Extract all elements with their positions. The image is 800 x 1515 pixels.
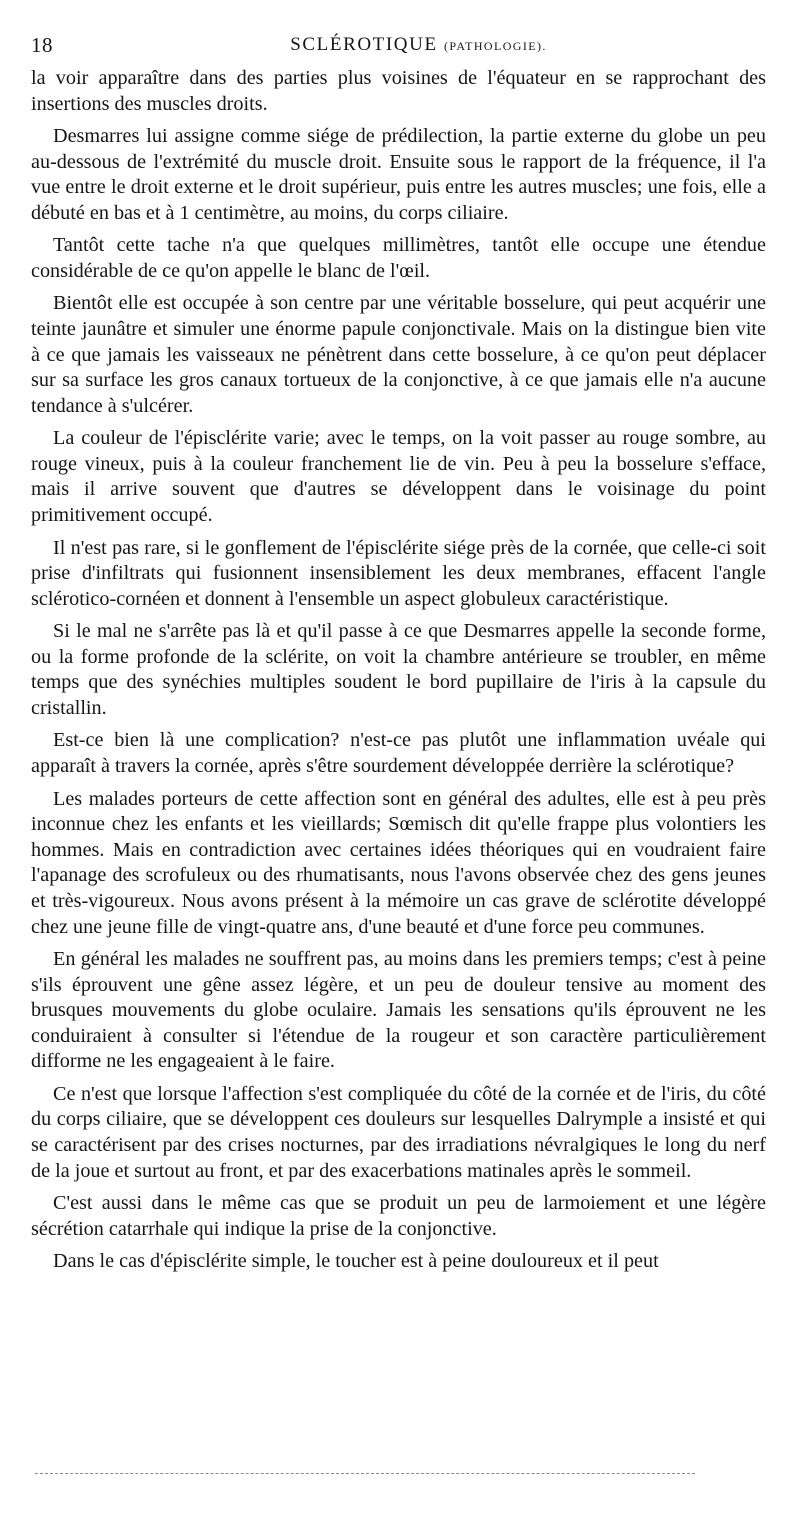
chapter-subtitle: (PATHOLOGIE). [444, 39, 547, 53]
page-number: 18 [31, 33, 53, 57]
running-head [31, 30, 766, 60]
paragraph: Si le mal ne s'arrête pas là et qu'il passe à ce que Desmarres appelle la seconde forme, ou la forme profonde de la sclérite, on voit la chambre antérieure se troubler, en même temps que des synéchies multiples soudent le bord pupillaire de l'iris à la capsule du cristallin. [31, 620, 766, 719]
body-text [31, 66, 766, 1282]
paragraph: La couleur de l'épisclérite varie; avec le temps, on la voit passer au rouge sombre, au rouge vineux, puis à la couleur franchement lie de vin. Peu à peu la bosselure s'efface, mais il arrive souvent que d'autres se développent dans le voisinage du point primitivement occupé. [31, 427, 766, 527]
footer-dashed-rule [35, 1473, 695, 1474]
paragraph: Bientôt elle est occupée à son centre par une véritable bosselure, qui peut acquérir une teinte jaunâtre et simuler une énorme papule conjonctivale. Mais on la distingue bien vite à ce que jamais les vaisseaux ne pénètrent dans cette bosselure, à ce qu'on peut déplacer sur sa surface les gros canaux tortueux de la conjonctive, à ce que jamais elle n'a aucune tendance à s'ulcérer. [31, 292, 766, 417]
running-title [31, 30, 766, 61]
paragraph: En général les malades ne souffrent pas, au moins dans les premiers temps; c'est à peine s'ils éprouvent une gêne assez légère, et un peu de douleur tensive au moment des brusques mouvements du globe oculaire. Jamais les sensations qu'ils éprouvent ne les conduiraient à consulter si l'étendue de la rougeur et son caractère particulièrement difforme ne les engageaient à le faire. [31, 948, 766, 1073]
paragraph-last: Dans le cas d'épisclérite simple, le toucher est à peine douloureux et il peut [53, 1250, 659, 1273]
chapter-title: SCLÉROTIQUE [290, 34, 438, 55]
paragraph: Ce n'est que lorsque l'affection s'est compliquée du côté de la cornée et de l'iris, du côté du corps ciliaire, que se développent ces douleurs sur lesquelles Dalrymple a insisté et qui se caractérisent par des crises nocturnes, par des irradiations névralgiques le long du nerf de la joue et surtout au front, et par des exacerbations matinales après le sommeil. [31, 1082, 766, 1182]
paragraph-continued: la voir apparaître dans des parties plus voisines de l'équateur en se rapprochant des insertions des muscles droits. [31, 67, 766, 115]
paragraph: C'est aussi dans le même cas que se produit un peu de larmoiement et une légère sécrétion catarrhale qui indique la prise de la conjonctive. [31, 1192, 766, 1240]
paragraph: Est-ce bien là une complication? n'est-ce pas plutôt une inflammation uvéale qui apparaît à travers la cornée, après s'être sourdement développée derrière la sclérotique? [31, 729, 766, 778]
paragraph: Il n'est pas rare, si le gonflement de l'épisclérite siége près de la cornée, que celle-ci soit prise d'infiltrats qui fusionnent insensiblement les deux membranes, effacent l'angle scléroticо-cornéen et donnent à l'ensemble un aspect globuleux caractéristique. [31, 536, 766, 610]
paragraph: Les malades porteurs de cette affection sont en général des adultes, elle est à peu près inconnue chez les enfants et les vieillards; Sœmisch dit qu'elle frappe plus volontiers les hommes. Mais en contradiction avec certaines idées théoriques qui en voudraient faire l'apanage des scrofuleux ou des rhumatisants, nous l'avons observée chez des gens jeunes et très-vigoureux. Nous avons présent à la mémoire un cas grave de sclérotite développé chez une jeune fille de vingt-quatre ans, d'une beauté et d'une force peu communes. [31, 787, 766, 938]
paragraph: Desmarres lui assigne comme siége de prédilection, la partie externe du globe un peu au-dessous de l'extrémité du muscle droit. Ensuite sous le rapport de la fréquence, il l'a vue entre le droit externe et le droit supérieur, puis entre les autres muscles; une fois, elle a débuté en bas et à 1 centimètre, au moins, du corps ciliaire. [31, 125, 766, 224]
paragraph: Tantôt cette tache n'a que quelques millimètres, tantôt elle occupe une étendue considérable de ce qu'on appelle le blanc de l'œil. [31, 234, 766, 282]
